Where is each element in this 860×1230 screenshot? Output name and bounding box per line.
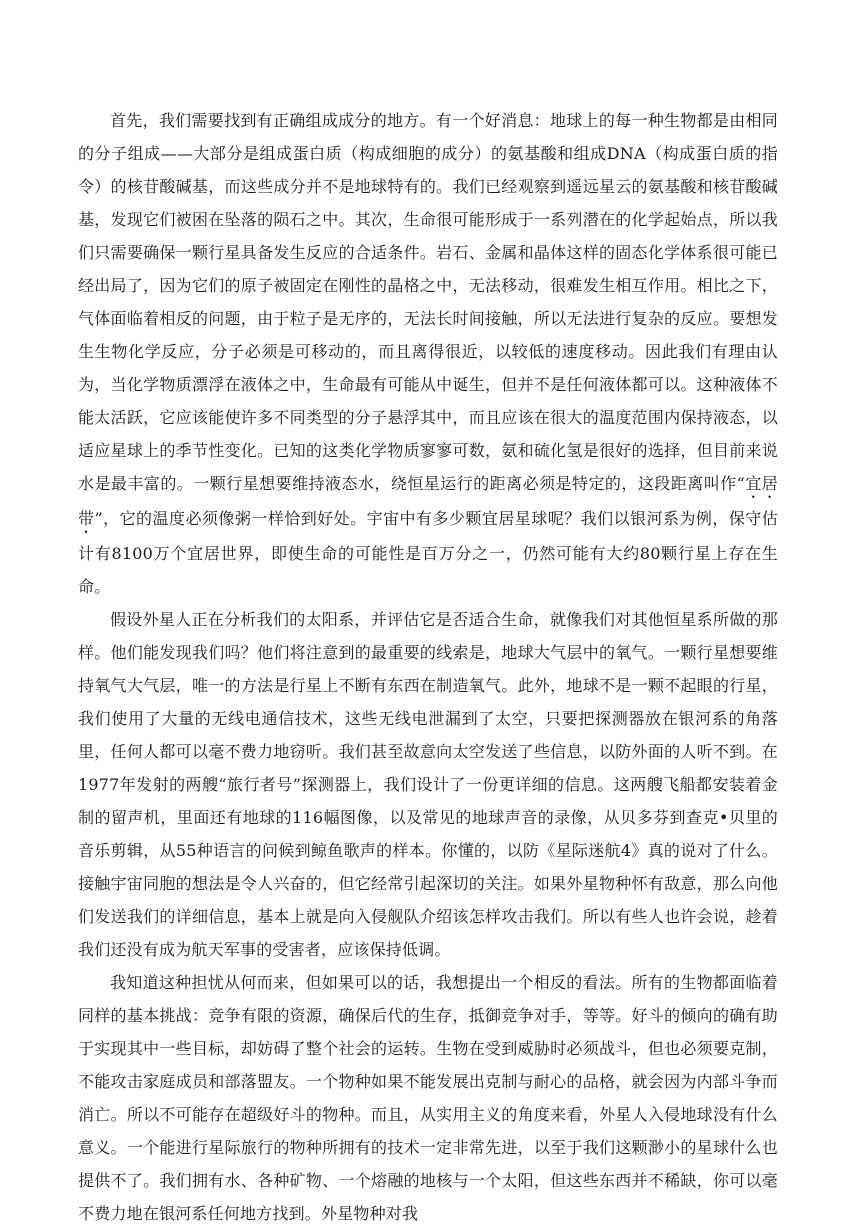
- paragraph-1-text: 首先，我们需要找到有正确组成成分的地方。有一个好消息：地球上的每一种生物都是由相同的分子组成——大部分是组成蛋白质（构成细胞的成分）的氨基酸和组成DNA（构成蛋白质的指令）的核苷酸碱基，而这些成分并不是地球特有的。我们已经观察到遥远星云的氨基酸和核苷酸碱基，发现它们被困在坠落的陨石之中。其次，生命很可能形成于一系列潜在的化学起始点，所以我们只需要确保一颗行星具备发生反应的合适条件。岩石、金属和晶体这样的固态化学体系很可能已经出局了，因为它们的原子被固定在刚性的晶格之中，无法移动，很难发生相互作用。相比之下，气体面临着相反的问题，由于粒子是无序的，无法长时间接触，所以无法进行复杂的反应。要想发生生物化学反应，分子必须是可移动的，而且离得很近，以较低的速度移动。因此我们有理由认为，当化学物质漂浮在液体之中，生命最有可能从中诞生，但并不是任何液体都可以。这种液体不能太活跃，它应该能使许多不同类型的分子悬浮其中，而且应该在很大的温度范围内保持液态，以适应星球上的季节性变化。已知的这类化学物质寥寥可数，氨和硫化氢是很好的选择，但目前来说水是最丰富的。一颗行星想要维持液态水，绕恒星运行的距离必须是特定的，这段距离叫作“: [78, 111, 778, 493]
- paragraph-1: [78, 104, 778, 603]
- paragraph-1-text-after: ”，它的温度必须像粥一样恰到好处。宇宙中有多少颗宜居星球呢？我们以银河系为例，保守估计有8100万个宜居世界，即使生命的可能性是百万分之一，仍然可能有大约80颗行星上存在生命。: [78, 509, 778, 596]
- article-body: [78, 104, 778, 1230]
- paragraph-2: 假设外星人正在分析我们的太阳系，并评估它是否适合生命，就像我们对其他恒星系所做的那样。他们能发现我们吗？他们将注意到的最重要的线索是，地球大气层中的氧气。一颗行星想要维持氧气大气层，唯一的方法是行星上不断有东西在制造氧气。此外，地球不是一颗不起眼的行星，我们使用了大量的无线电通信技术，这些无线电泄漏到了太空，只要把探测器放在银河系的角落里，任何人都可以毫不费力地窃听。我们甚至故意向太空发送了些信息，以防外面的人听不到。在1977年发射的两艘“旅行者号”探测器上，我们设计了一份更详细的信息。这两艘飞船都安装着金制的留声机，里面还有地球的116幅图像，以及常见的地球声音的录像，从贝多芬到查克•贝里的音乐剪辑，从55种语言的问候到鲸鱼歌声的样本。你懂的，以防《星际迷航4》真的说对了什么。接触宇宙同胞的想法是令人兴奋的，但它经常引起深切的关注。如果外星物种怀有敌意，那么向他们发送我们的详细信息，基本上就是向入侵舰队介绍该怎样攻击我们。所以有些人也许会说，趁着我们还没有成为航天军事的受害者，应该保持低调。: [78, 610, 778, 959]
- emphasized-term: 宜居带: [78, 474, 778, 528]
- paragraph-3: 我知道这种担忧从何而来，但如果可以的话，我想提出一个相反的看法。所有的生物都面临着同样的基本挑战：竞争有限的资源，确保后代的生存，抵御竞争对手，等等。好斗的倾向的确有助于实现其中一些目标，却妨碍了整个社会的运转。生物在受到威胁时必须战斗，但也必须要克制，不能攻击家庭成员和部落盟友。一个物种如果不能发展出克制与耐心的品格，就会因为内部斗争而消亡。所以不可能存在超级好斗的物种。而且，从实用主义的角度来看，外星人入侵地球没有什么意义。一个能进行星际旅行的物种所拥有的技术一定非常先进，以至于我们这颗渺小的星球什么也提供不了。我们拥有水、各种矿物、一个熔融的地核与一个太阳，但这些东西并不稀缺，你可以毫不费力地在银河系任何地方找到。外星物种对我: [78, 973, 778, 1223]
